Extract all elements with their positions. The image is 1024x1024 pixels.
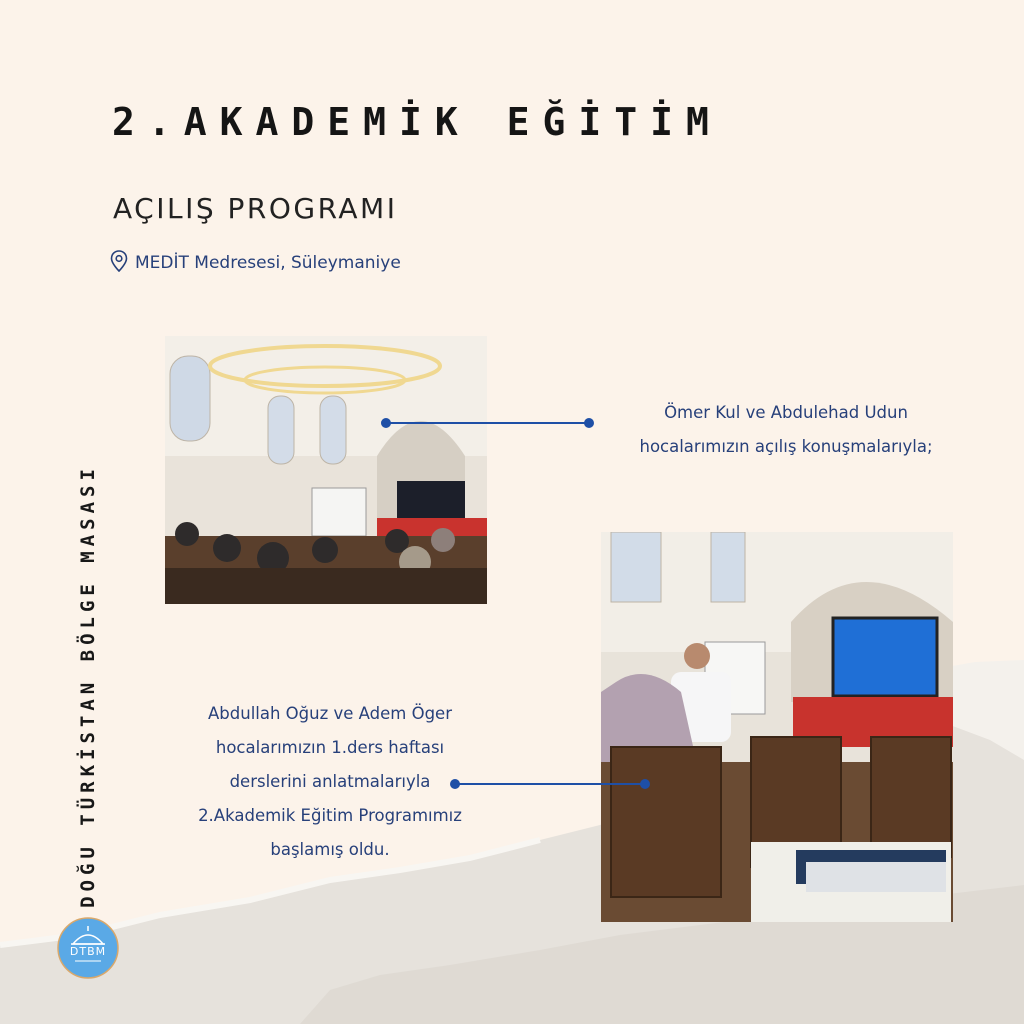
location-text: MEDİT Medresesi, Süleymaniye (135, 253, 401, 273)
caption-line: 2.Akademik Eğitim Programımız (198, 806, 462, 825)
side-label: DOĞU TÜRKİSTAN BÖLGE MASASI (77, 464, 99, 908)
caption-line: Abdullah Oğuz ve Adem Öger (208, 704, 452, 723)
caption-line: Ömer Kul ve Abdulehad Udun (664, 403, 908, 422)
caption-line: hocalarımızın 1.ders haftası (215, 738, 445, 757)
caption-line: başlamış oldu. (270, 840, 390, 859)
location-line (110, 250, 401, 276)
page-title: 2.AKADEMİK EĞİTİM (112, 100, 722, 144)
caption-lectures (160, 697, 500, 867)
caption-line: hocalarımızın açılış konuşmalarıyla; (639, 437, 933, 456)
lecture-photo (601, 532, 953, 922)
dtbm-badge (57, 917, 119, 979)
caption-line: derslerini anlatmalarıyla (229, 772, 431, 791)
opening-photo (165, 336, 487, 604)
map-pin-icon (110, 250, 128, 276)
caption-opening (596, 396, 976, 464)
page-subtitle: AÇILIŞ PROGRAMI (113, 192, 398, 225)
badge-text: DTBM (69, 945, 107, 958)
